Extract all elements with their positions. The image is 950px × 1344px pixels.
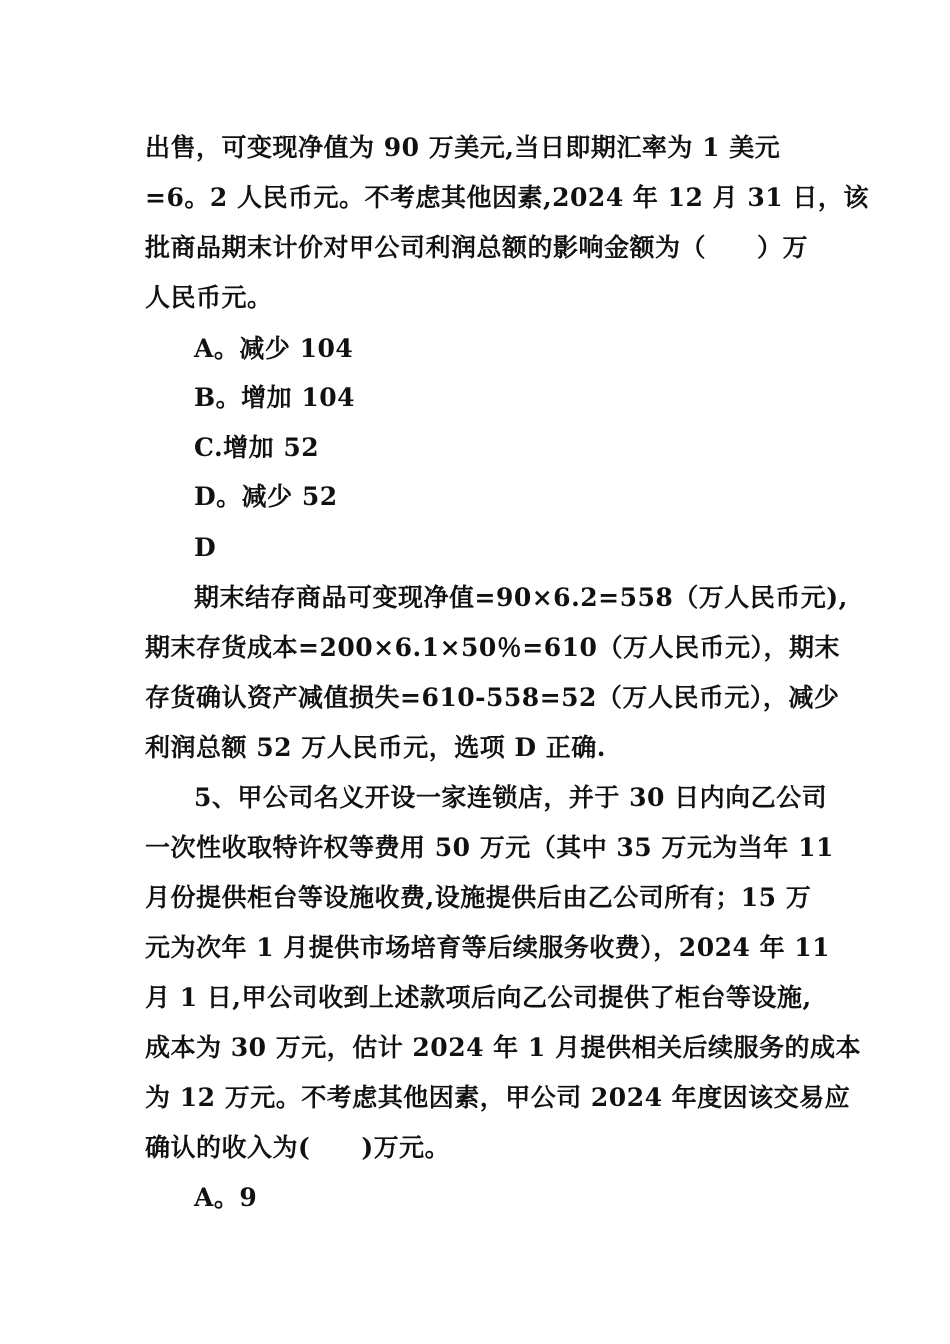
q5-stem-line-6: 成本为 30 万元，估计 2024 年 1 月提供相关后续服务的成本 [145,1033,861,1062]
q5-stem-line-1: 5、甲公司名义开设一家连锁店，并于 30 日内向乙公司 [194,783,828,812]
q4-option-d: D。减少 52 [194,482,338,511]
q4-stem-line-2: =6。2 人民币元。不考虑其他因素,2024 年 12 月 31 日，该 [145,183,869,212]
q5-stem-line-3: 月份提供柜台等设施收费,设施提供后由乙公司所有；15 万 [145,883,812,912]
q4-stem-line-3: 批商品期末计价对甲公司利润总额的影响金额为（ ）万 [145,233,809,262]
q5-stem-line-8: 确认的收入为( )万元。 [145,1133,451,1162]
q5-option-a: A。9 [194,1183,258,1212]
q4-explanation-line-1: 期末结存商品可变现净值=90×6.2=558（万人民币元), [194,583,848,612]
q4-option-b: B。增加 104 [194,383,356,412]
q4-stem-line-4: 人民币元。 [145,283,273,312]
q4-explanation-line-2: 期末存货成本=200×6.1×50％=610（万人民币元），期末 [145,633,840,662]
q4-answer: D [194,533,217,562]
q4-stem-line-1: 出售，可变现净值为 90 万美元,当日即期汇率为 1 美元 [145,133,781,162]
q5-stem-line-5: 月 1 日,甲公司收到上述款项后向乙公司提供了柜台等设施, [145,983,812,1012]
q5-stem-line-7: 为 12 万元。不考虑其他因素，甲公司 2024 年度因该交易应 [145,1083,851,1112]
q4-option-a: A。减少 104 [194,334,354,363]
q5-stem-line-4: 元为次年 1 月提供市场培育等后续服务收费），2024 年 11 [145,933,831,962]
q4-option-c: C.增加 52 [194,433,320,462]
q4-explanation-line-3: 存货确认资产减值损失=610-558=52（万人民币元），减少 [145,683,840,712]
q5-stem-line-2: 一次性收取特许权等费用 50 万元（其中 35 万元为当年 11 [145,833,834,862]
q4-explanation-line-4: 利润总额 52 万人民币元，选项 D 正确. [145,733,606,762]
